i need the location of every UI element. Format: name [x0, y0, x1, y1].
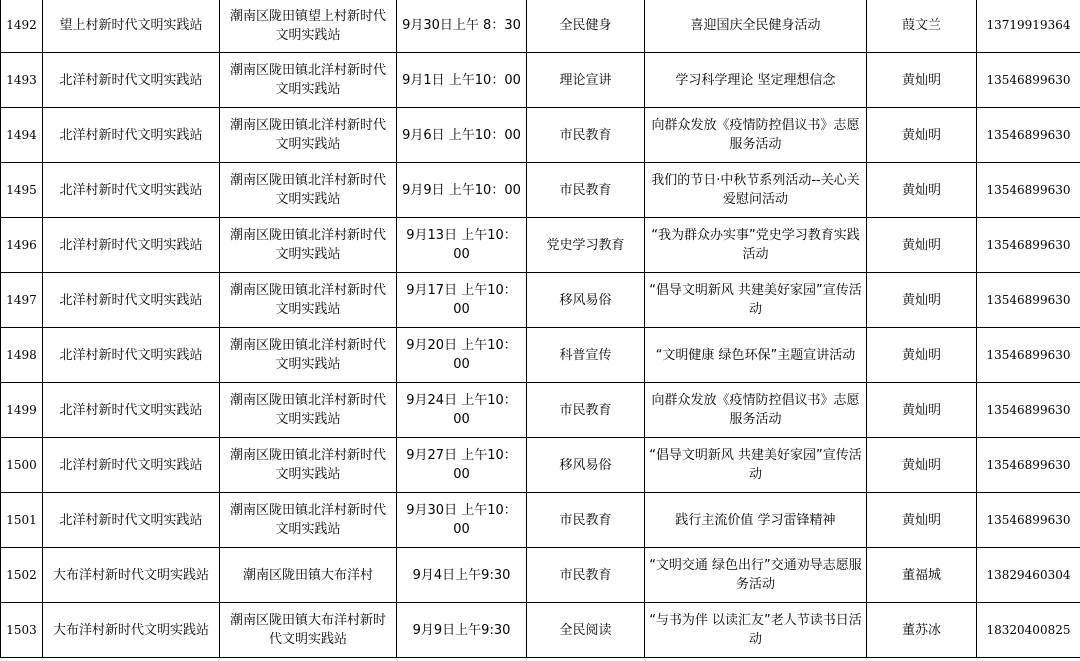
table-row: [1, 163, 1080, 218]
time-cell: 9月27日 上午10：00: [397, 438, 527, 493]
activity-type-cell: 理论宣讲: [527, 53, 645, 108]
contact-person-cell: 黄灿明: [867, 163, 977, 218]
activity-name-cell: “倡导文明新风 共建美好家园”宣传活动: [645, 273, 867, 328]
location-cell: 潮南区陇田镇北洋村新时代文明实践站: [220, 438, 397, 493]
table-row: [1, 383, 1080, 438]
row-number-cell: 1492: [1, 0, 43, 53]
location-cell: 潮南区陇田镇北洋村新时代文明实践站: [220, 493, 397, 548]
phone-number-cell: 13546899630: [977, 163, 1080, 218]
row-number-cell: 1493: [1, 53, 43, 108]
activity-type-cell: 市民教育: [527, 108, 645, 163]
table-row: [1, 0, 1080, 53]
activity-name-cell: “文明交通 绿色出行”交通劝导志愿服务活动: [645, 548, 867, 603]
activity-type-cell: 移风易俗: [527, 438, 645, 493]
activity-type-cell: 全民健身: [527, 0, 645, 53]
activity-type-cell: 全民阅读: [527, 603, 645, 658]
time-cell: 9月24日 上午10：00: [397, 383, 527, 438]
row-number-cell: 1503: [1, 603, 43, 658]
activity-name-cell: 学习科学理论 坚定理想信念: [645, 53, 867, 108]
contact-person-cell: 董苏冰: [867, 603, 977, 658]
phone-number-cell: 13546899630: [977, 383, 1080, 438]
phone-number-cell: 13546899630: [977, 273, 1080, 328]
phone-number-cell: 13546899630: [977, 438, 1080, 493]
activity-name-cell: 我们的节日·中秋节系列活动--关心关爱慰问活动: [645, 163, 867, 218]
activity-name-cell: “我为群众办实事”党史学习教育实践活动: [645, 218, 867, 273]
phone-number-cell: 18320400825: [977, 603, 1080, 658]
activity-type-cell: 移风易俗: [527, 273, 645, 328]
location-cell: 潮南区陇田镇望上村新时代文明实践站: [220, 0, 397, 53]
activity-name-cell: “文明健康 绿色环保”主题宣讲活动: [645, 328, 867, 383]
location-cell: 潮南区陇田镇大布洋村新时代文明实践站: [220, 603, 397, 658]
location-cell: 潮南区陇田镇大布洋村: [220, 548, 397, 603]
time-cell: 9月4日上午9:30: [397, 548, 527, 603]
row-number-cell: 1496: [1, 218, 43, 273]
contact-person-cell: 黄灿明: [867, 493, 977, 548]
activity-type-cell: 市民教育: [527, 548, 645, 603]
activity-name-cell: 践行主流价值 学习雷锋精神: [645, 493, 867, 548]
table-row: [1, 108, 1080, 163]
time-cell: 9月9日上午9:30: [397, 603, 527, 658]
phone-number-cell: 13546899630: [977, 218, 1080, 273]
station-name-cell: 北洋村新时代文明实践站: [43, 163, 220, 218]
location-cell: 潮南区陇田镇北洋村新时代文明实践站: [220, 273, 397, 328]
table-row: [1, 273, 1080, 328]
table-row: [1, 438, 1080, 493]
time-cell: 9月20日 上午10：00: [397, 328, 527, 383]
phone-number-cell: 13719919364: [977, 0, 1080, 53]
station-name-cell: 北洋村新时代文明实践站: [43, 108, 220, 163]
location-cell: 潮南区陇田镇北洋村新时代文明实践站: [220, 218, 397, 273]
contact-person-cell: 董福城: [867, 548, 977, 603]
row-number-cell: 1494: [1, 108, 43, 163]
station-name-cell: 望上村新时代文明实践站: [43, 0, 220, 53]
location-cell: 潮南区陇田镇北洋村新时代文明实践站: [220, 108, 397, 163]
station-name-cell: 北洋村新时代文明实践站: [43, 383, 220, 438]
time-cell: 9月9日 上午10：00: [397, 163, 527, 218]
table-body: [1, 0, 1080, 658]
time-cell: 9月1日 上午10：00: [397, 53, 527, 108]
station-name-cell: 北洋村新时代文明实践站: [43, 218, 220, 273]
time-cell: 9月17日 上午10：00: [397, 273, 527, 328]
table-row: [1, 493, 1080, 548]
row-number-cell: 1499: [1, 383, 43, 438]
table-row: [1, 328, 1080, 383]
time-cell: 9月30日 上午10：00: [397, 493, 527, 548]
table-row: [1, 218, 1080, 273]
station-name-cell: 大布洋村新时代文明实践站: [43, 603, 220, 658]
station-name-cell: 北洋村新时代文明实践站: [43, 493, 220, 548]
phone-number-cell: 13546899630: [977, 108, 1080, 163]
contact-person-cell: 黄灿明: [867, 218, 977, 273]
activity-type-cell: 市民教育: [527, 493, 645, 548]
location-cell: 潮南区陇田镇北洋村新时代文明实践站: [220, 53, 397, 108]
phone-number-cell: 13546899630: [977, 53, 1080, 108]
row-number-cell: 1501: [1, 493, 43, 548]
contact-person-cell: 黄灿明: [867, 438, 977, 493]
station-name-cell: 北洋村新时代文明实践站: [43, 273, 220, 328]
phone-number-cell: 13546899630: [977, 493, 1080, 548]
row-number-cell: 1502: [1, 548, 43, 603]
time-cell: 9月30日上午 8：30: [397, 0, 527, 53]
row-number-cell: 1497: [1, 273, 43, 328]
station-name-cell: 北洋村新时代文明实践站: [43, 328, 220, 383]
activity-name-cell: “与书为伴 以读汇友”老人节读书日活动: [645, 603, 867, 658]
phone-number-cell: 13546899630: [977, 328, 1080, 383]
table-row: [1, 548, 1080, 603]
contact-person-cell: 黄灿明: [867, 383, 977, 438]
contact-person-cell: 黄灿明: [867, 108, 977, 163]
station-name-cell: 北洋村新时代文明实践站: [43, 438, 220, 493]
location-cell: 潮南区陇田镇北洋村新时代文明实践站: [220, 163, 397, 218]
location-cell: 潮南区陇田镇北洋村新时代文明实践站: [220, 328, 397, 383]
activity-type-cell: 市民教育: [527, 163, 645, 218]
activity-type-cell: 党史学习教育: [527, 218, 645, 273]
station-name-cell: 大布洋村新时代文明实践站: [43, 548, 220, 603]
contact-person-cell: 黄灿明: [867, 53, 977, 108]
table-row: [1, 603, 1080, 658]
row-number-cell: 1498: [1, 328, 43, 383]
station-name-cell: 北洋村新时代文明实践站: [43, 53, 220, 108]
time-cell: 9月6日 上午10：00: [397, 108, 527, 163]
row-number-cell: 1500: [1, 438, 43, 493]
time-cell: 9月13日 上午10：00: [397, 218, 527, 273]
phone-number-cell: 13829460304: [977, 548, 1080, 603]
contact-person-cell: 黄灿明: [867, 328, 977, 383]
activity-name-cell: 喜迎国庆全民健身活动: [645, 0, 867, 53]
table-row: [1, 53, 1080, 108]
activity-type-cell: 科普宣传: [527, 328, 645, 383]
contact-person-cell: 葭文兰: [867, 0, 977, 53]
contact-person-cell: 黄灿明: [867, 273, 977, 328]
activity-name-cell: 向群众发放《疫情防控倡议书》志愿服务活动: [645, 108, 867, 163]
activity-name-cell: 向群众发放《疫情防控倡议书》志愿服务活动: [645, 383, 867, 438]
activity-type-cell: 市民教育: [527, 383, 645, 438]
row-number-cell: 1495: [1, 163, 43, 218]
location-cell: 潮南区陇田镇北洋村新时代文明实践站: [220, 383, 397, 438]
activity-name-cell: “倡导文明新风 共建美好家园”宣传活动: [645, 438, 867, 493]
